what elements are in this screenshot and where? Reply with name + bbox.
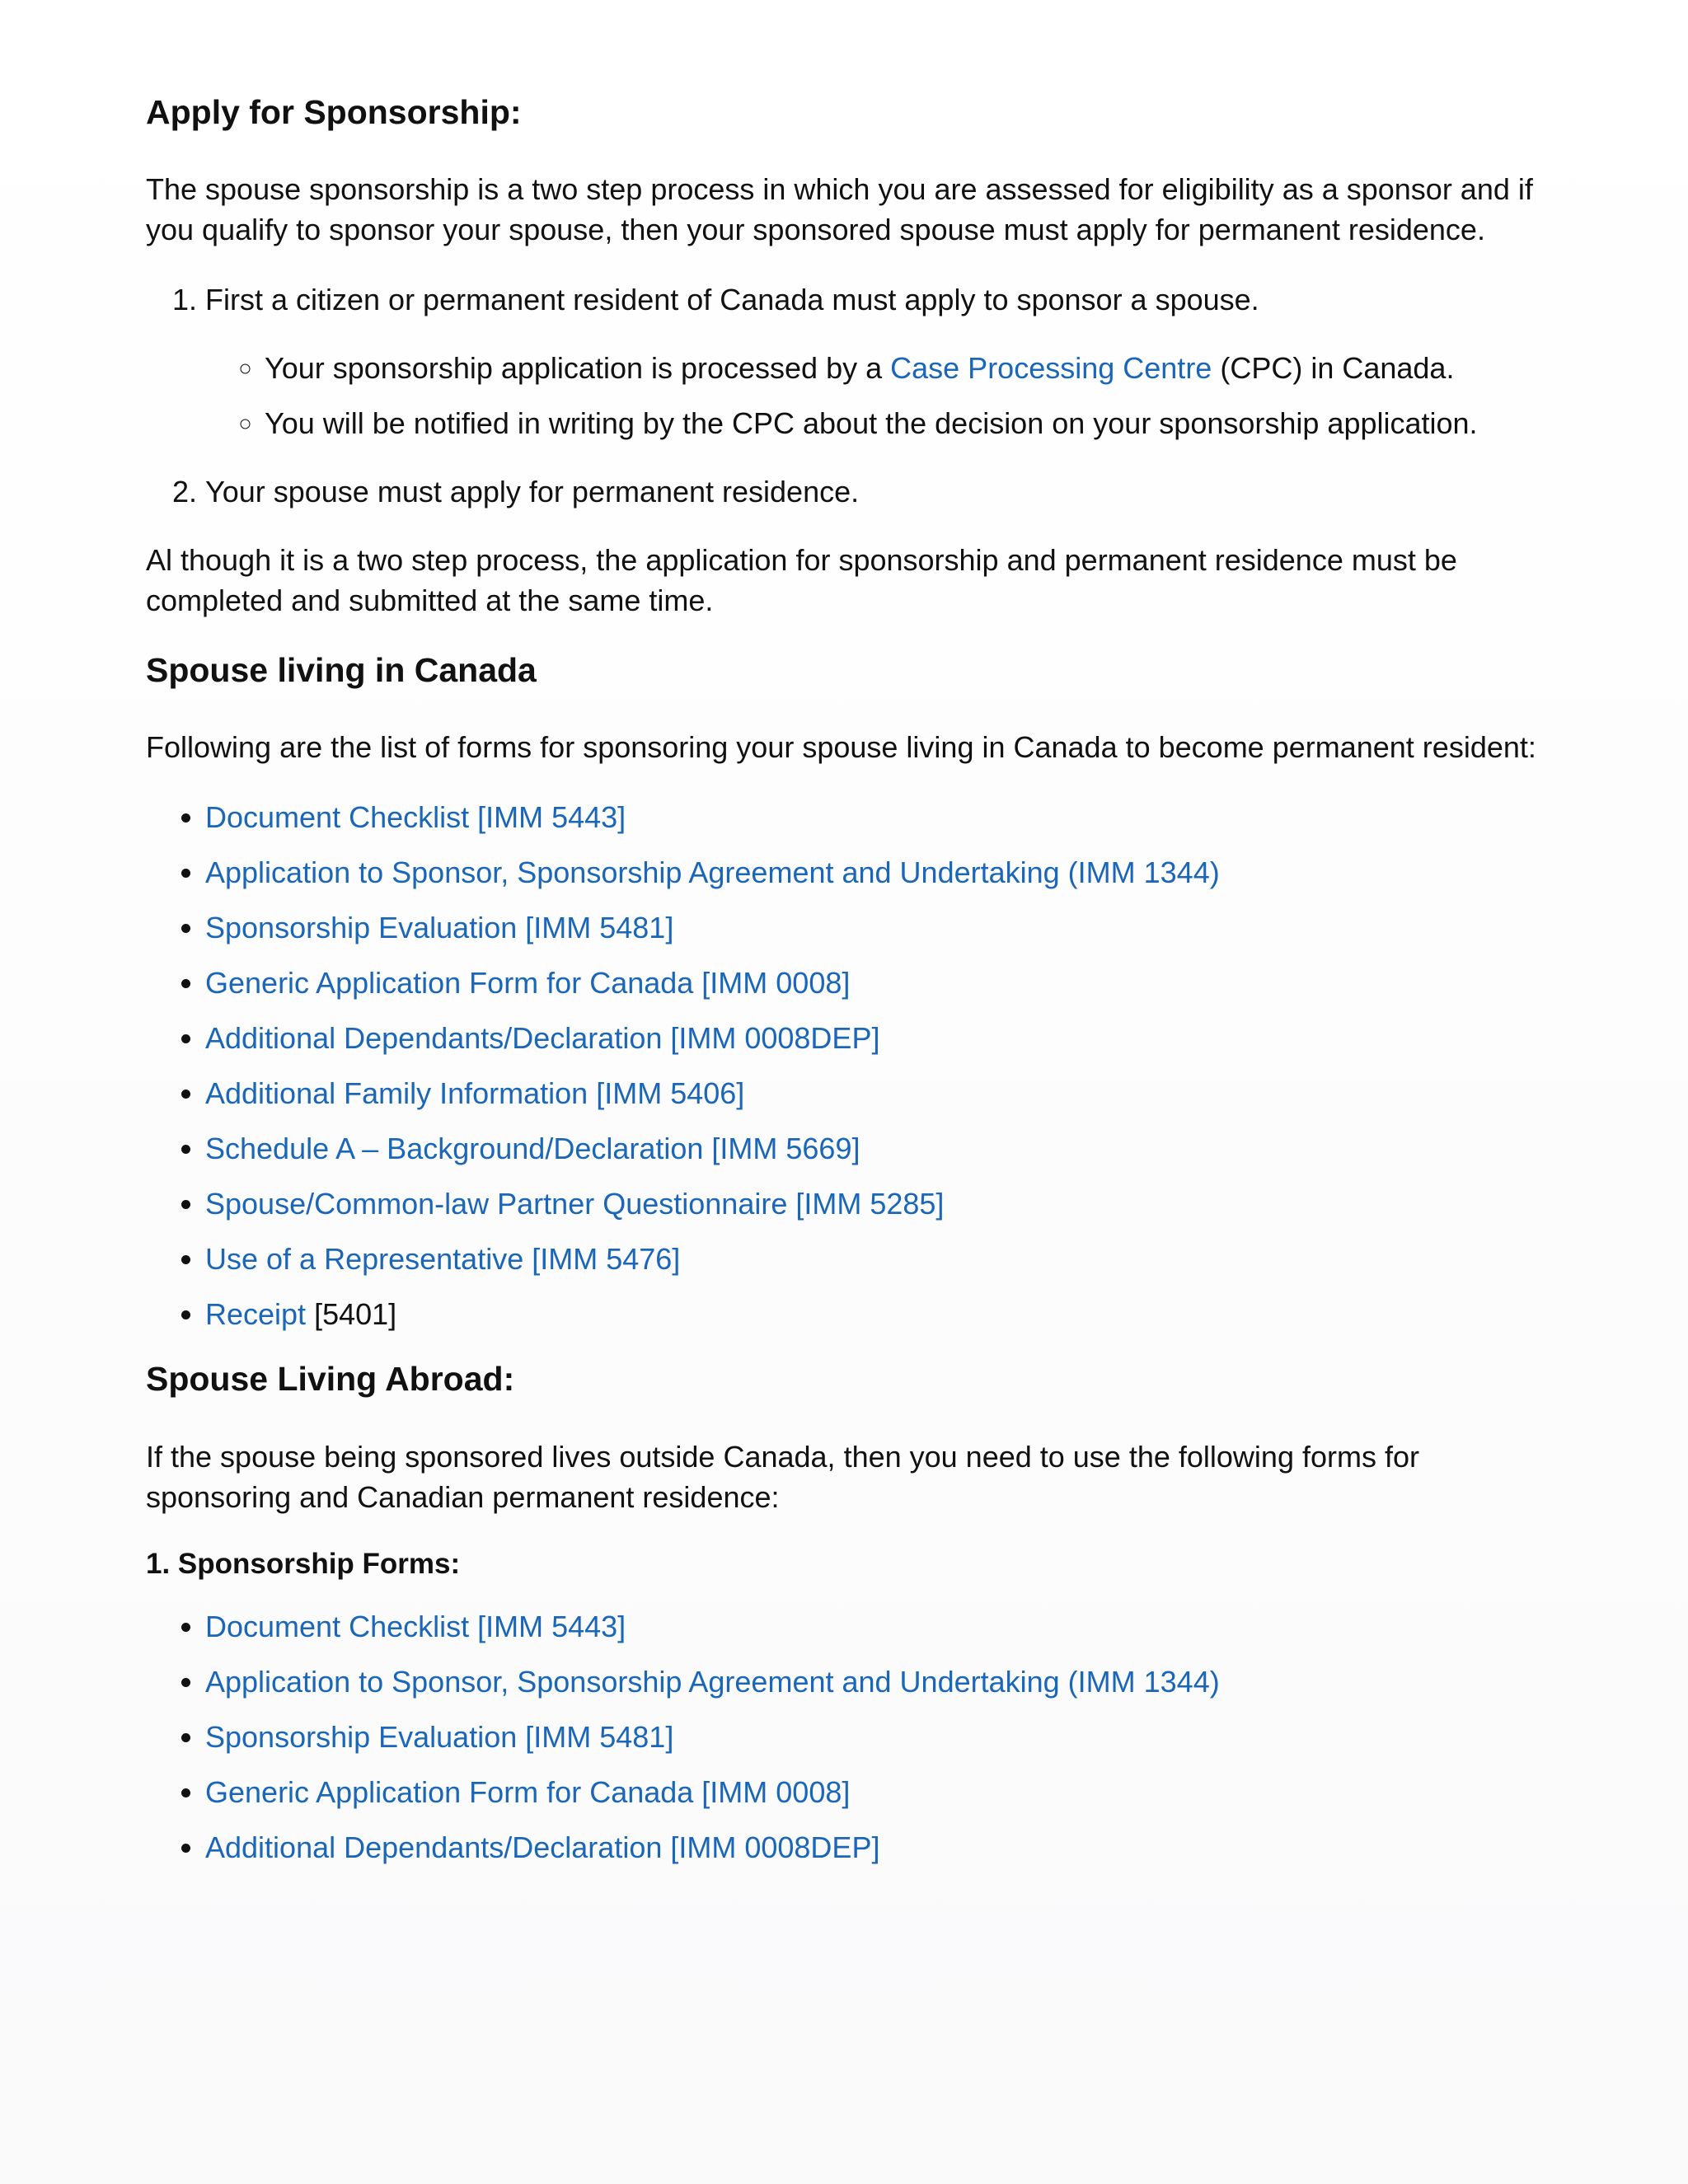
in-canada-forms-list [146, 797, 1547, 1334]
case-processing-centre-link[interactable]: Case Processing Centre [890, 351, 1212, 386]
abroad-heading: Spouse Living Abroad: [146, 1360, 515, 1399]
list-item [205, 1606, 1547, 1647]
form-link-sponsorship-evaluation[interactable]: Sponsorship Evaluation [IMM 5481] [205, 911, 674, 945]
list-item [205, 1018, 1547, 1058]
step-1-details [205, 348, 1547, 443]
list-item [205, 1073, 1547, 1113]
form-link-additional-dependants[interactable]: Additional Dependants/Declaration [IMM 0008DEP] [205, 1021, 880, 1056]
form-link-use-of-representative[interactable]: Use of a Representative [IMM 5476] [205, 1242, 681, 1277]
form-link-application-to-sponsor[interactable]: Application to Sponsor, Sponsorship Agreement and Undertaking (IMM 1344) [205, 855, 1220, 890]
step-1-detail-notified: ◦ You will be notified in writing by the CPC about the decision on your sponsorship application. [265, 403, 1547, 443]
in-canada-intro: Following are the list of forms for sponsoring your spouse living in Canada to become permanent resident: [146, 730, 1536, 765]
list-item [205, 1772, 1547, 1812]
list-item [205, 797, 1547, 837]
abroad-form-link-additional-dependants[interactable]: Additional Dependants/Declaration [IMM 0008DEP] [205, 1830, 880, 1864]
form-link-document-checklist[interactable]: Document Checklist [IMM 5443] [205, 800, 626, 835]
form-link-spouse-questionnaire[interactable]: Spouse/Common-law Partner Questionnaire [IMM 5285] [205, 1187, 945, 1221]
abroad-form-link-application-to-sponsor[interactable]: Application to Sponsor, Sponsorship Agreement and Undertaking (IMM 1344) [205, 1664, 1220, 1699]
form-link-schedule-a[interactable]: Schedule A – Background/Declaration [IMM 5669] [205, 1132, 860, 1166]
form-link-additional-family-info[interactable]: Additional Family Information [IMM 5406] [205, 1076, 745, 1111]
list-item [205, 1717, 1547, 1757]
abroad-intro: If the spouse being sponsored lives outside Canada, then you need to use the following forms for sponsoring and Canadian permanent residence: [146, 1439, 1419, 1514]
list-item [205, 1827, 1547, 1868]
apply-intro: The spouse sponsorship is a two step process in which you are assessed for eligibility as a sponsor and if you qualify to sponsor your spouse, then your sponsored spouse must apply for permanent residence. [146, 172, 1533, 247]
abroad-form-link-sponsorship-evaluation[interactable]: Sponsorship Evaluation [IMM 5481] [205, 1719, 674, 1754]
abroad-form-link-generic-application[interactable]: Generic Application Form for Canada [IMM 0008] [205, 1774, 851, 1809]
form-link-receipt[interactable]: Receipt [205, 1297, 307, 1332]
apply-steps [146, 279, 1547, 512]
list-item [205, 907, 1547, 948]
step-1-detail-cpc: ◦ Your sponsorship application is processed by a Case Processing Centre (CPC) in Canada. [265, 348, 1547, 388]
step-2-text: Your spouse must apply for permanent residence. [205, 475, 860, 509]
step-1-text: First a citizen or permanent resident of Canada must apply to sponsor a spouse. [205, 283, 1259, 317]
list-item [205, 1128, 1547, 1169]
in-canada-heading: Spouse living in Canada [146, 651, 537, 690]
list-item [205, 1183, 1547, 1224]
list-item [205, 852, 1547, 893]
step-1 [205, 279, 1547, 443]
abroad-form-link-document-checklist[interactable]: Document Checklist [IMM 5443] [205, 1609, 626, 1643]
step-2 [205, 471, 1547, 512]
list-item [205, 963, 1547, 1003]
list-item [205, 1239, 1547, 1279]
form-link-generic-application[interactable]: Generic Application Form for Canada [IMM 0008] [205, 966, 851, 1001]
document-content [146, 92, 1547, 1892]
list-item [205, 1294, 1547, 1334]
sponsorship-forms-subheading: 1. Sponsorship Forms: [146, 1547, 461, 1580]
apply-heading: Apply for Sponsorship: [146, 93, 522, 131]
receipt-code: [5401] [306, 1297, 397, 1332]
abroad-forms-list [146, 1606, 1547, 1868]
list-item [205, 1661, 1547, 1702]
apply-note: Al though it is a two step process, the application for sponsorship and permanent residence must be completed and submitted at the same time. [146, 543, 1457, 618]
